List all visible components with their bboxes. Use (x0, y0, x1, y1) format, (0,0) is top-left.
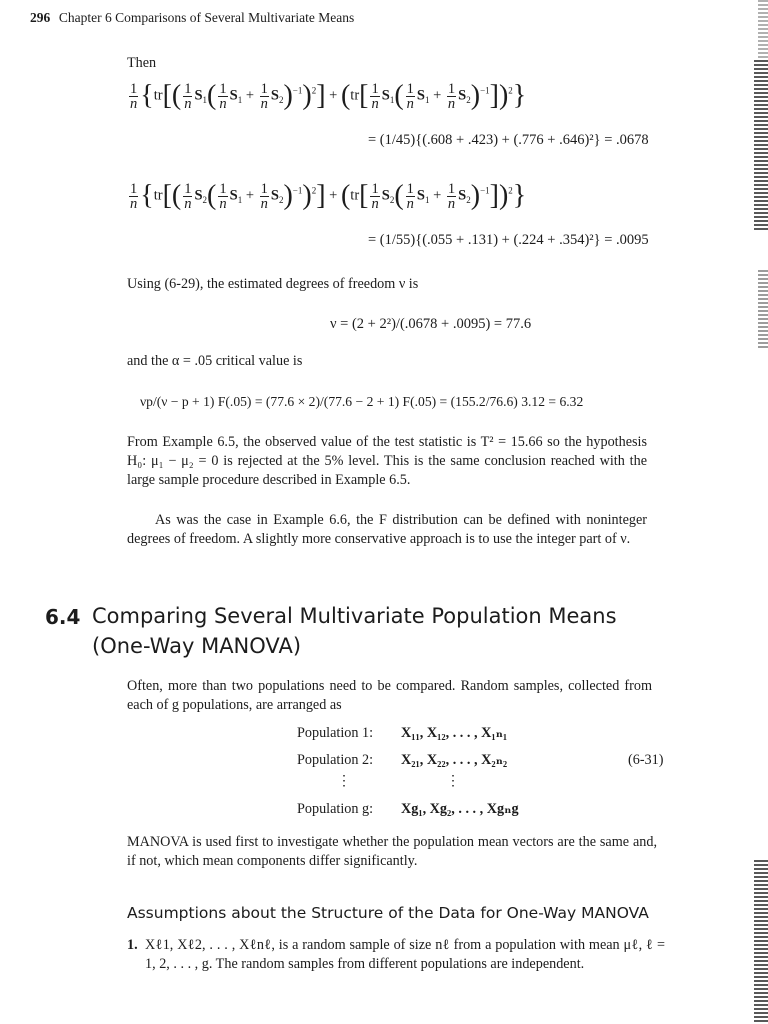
section-title-line1: Comparing Several Multivariate Population Means (92, 604, 617, 628)
formula-2-result: = (1/55){(.055 + .131) + (.224 + .354)²} = .0095 (368, 232, 649, 248)
formula-1: $\frac{1}{n}$ {tr[( $\frac{1}{n}$ $S_1$( $\frac{1}{n}$ $S_1$ + $\frac{1}{n}$ $S_2)^{-1})^2] + (tr$[ $\frac{1}{n}$ $S_1$( $\frac{1}{n}$ $S_1$ + $\frac{1}{n}$ $S_2)^{-1}])^2$} (130, 80, 527, 112)
population-1-samples: X₁₁, X₁₂, . . . , X₁ₙ₁ (401, 725, 508, 741)
nu-equation: ν = (2 + 2²)/(.0678 + .0095) = 77.6 (330, 316, 532, 332)
using-text: Using (6-29), the estimated degrees of freedom ν is (127, 276, 419, 292)
section-title-line2: (One-Way MANOVA) (92, 634, 302, 658)
scan-edge-artifact (758, 0, 768, 60)
section-heading (45, 605, 80, 629)
vertical-dots: ⋮ (337, 773, 352, 789)
alpha-text: and the α = .05 critical value is (127, 353, 303, 369)
formula-2: $\frac{1}{n}$ {tr[( $\frac{1}{n}$ $S_2$( $\frac{1}{n}$ $S_1$ + $\frac{1}{n}$ $S_2)^{-1})^2] + (tr$[ $\frac{1}{n}$ $S_2$( $\frac{1}{n}$ $S_1$ + $\frac{1}{n}$ $S_2)^{-1}])^2$} (130, 180, 527, 212)
assumption-1-text: Xℓ1, Xℓ2, . . . , Xℓnℓ, is a random sample of size nℓ from a population with mean μℓ, ℓ = 1, 2, . . . , g. The random samples from different populations are independent. (145, 937, 665, 972)
intro-paragraph: Often, more than two populations need to be compared. Random samples, collected from each of g populations, are arranged as (127, 678, 652, 713)
scan-edge-artifact (758, 270, 768, 350)
assumptions-heading: Assumptions about the Structure of the Data for One-Way MANOVA (127, 904, 649, 922)
page-number: 296 (30, 10, 51, 25)
population-g-label: Population g: (297, 801, 374, 817)
population-1-label: Population 1: (297, 725, 374, 741)
assumption-number: 1. (127, 937, 138, 953)
population-g-samples: Xg₁, Xg₂, . . . , Xgₙg (401, 801, 519, 817)
scan-edge-artifact (754, 60, 768, 230)
section-number: 6.4 (45, 605, 81, 629)
population-2-label: Population 2: (297, 752, 374, 768)
as-was-paragraph: As was the case in Example 6.6, the F distribution can be defined with noninteger degrees of freedom. A slightly more conservative approach is to use the integer part of ν. (127, 512, 647, 547)
running-header (30, 10, 354, 26)
scan-edge-artifact (754, 860, 768, 1024)
then-label: Then (127, 55, 157, 71)
equation-number: (6-31) (628, 752, 664, 768)
population-2-samples: X₂₁, X₂₂, . . . , X₂ₙ₂ (401, 752, 508, 768)
manova-paragraph: MANOVA is used first to investigate whether the population mean vectors are the same and, if not, which mean components differ significantly. (127, 834, 657, 869)
critical-value-equation: νp/(ν − p + 1) F(.05) = (77.6 × 2)/(77.6 − 2 + 1) F(.05) = (155.2/76.6) 3.12 = 6.32 (140, 394, 584, 409)
chapter-title: Chapter 6 Comparisons of Several Multivariate Means (58, 10, 355, 25)
formula-1-result: = (1/45){(.608 + .423) + (.776 + .646)²} = .0678 (368, 132, 649, 148)
vertical-dots: ⋮ (446, 773, 461, 789)
from-example-paragraph: From Example 6.5, the observed value of the test statistic is T² = 15.66 so the hypothesis H₀: μ₁ − μ₂ = 0 is rejected at the 5% level. This is the same conclusion reached with the large sample procedure described in Example 6.5. (127, 434, 647, 488)
